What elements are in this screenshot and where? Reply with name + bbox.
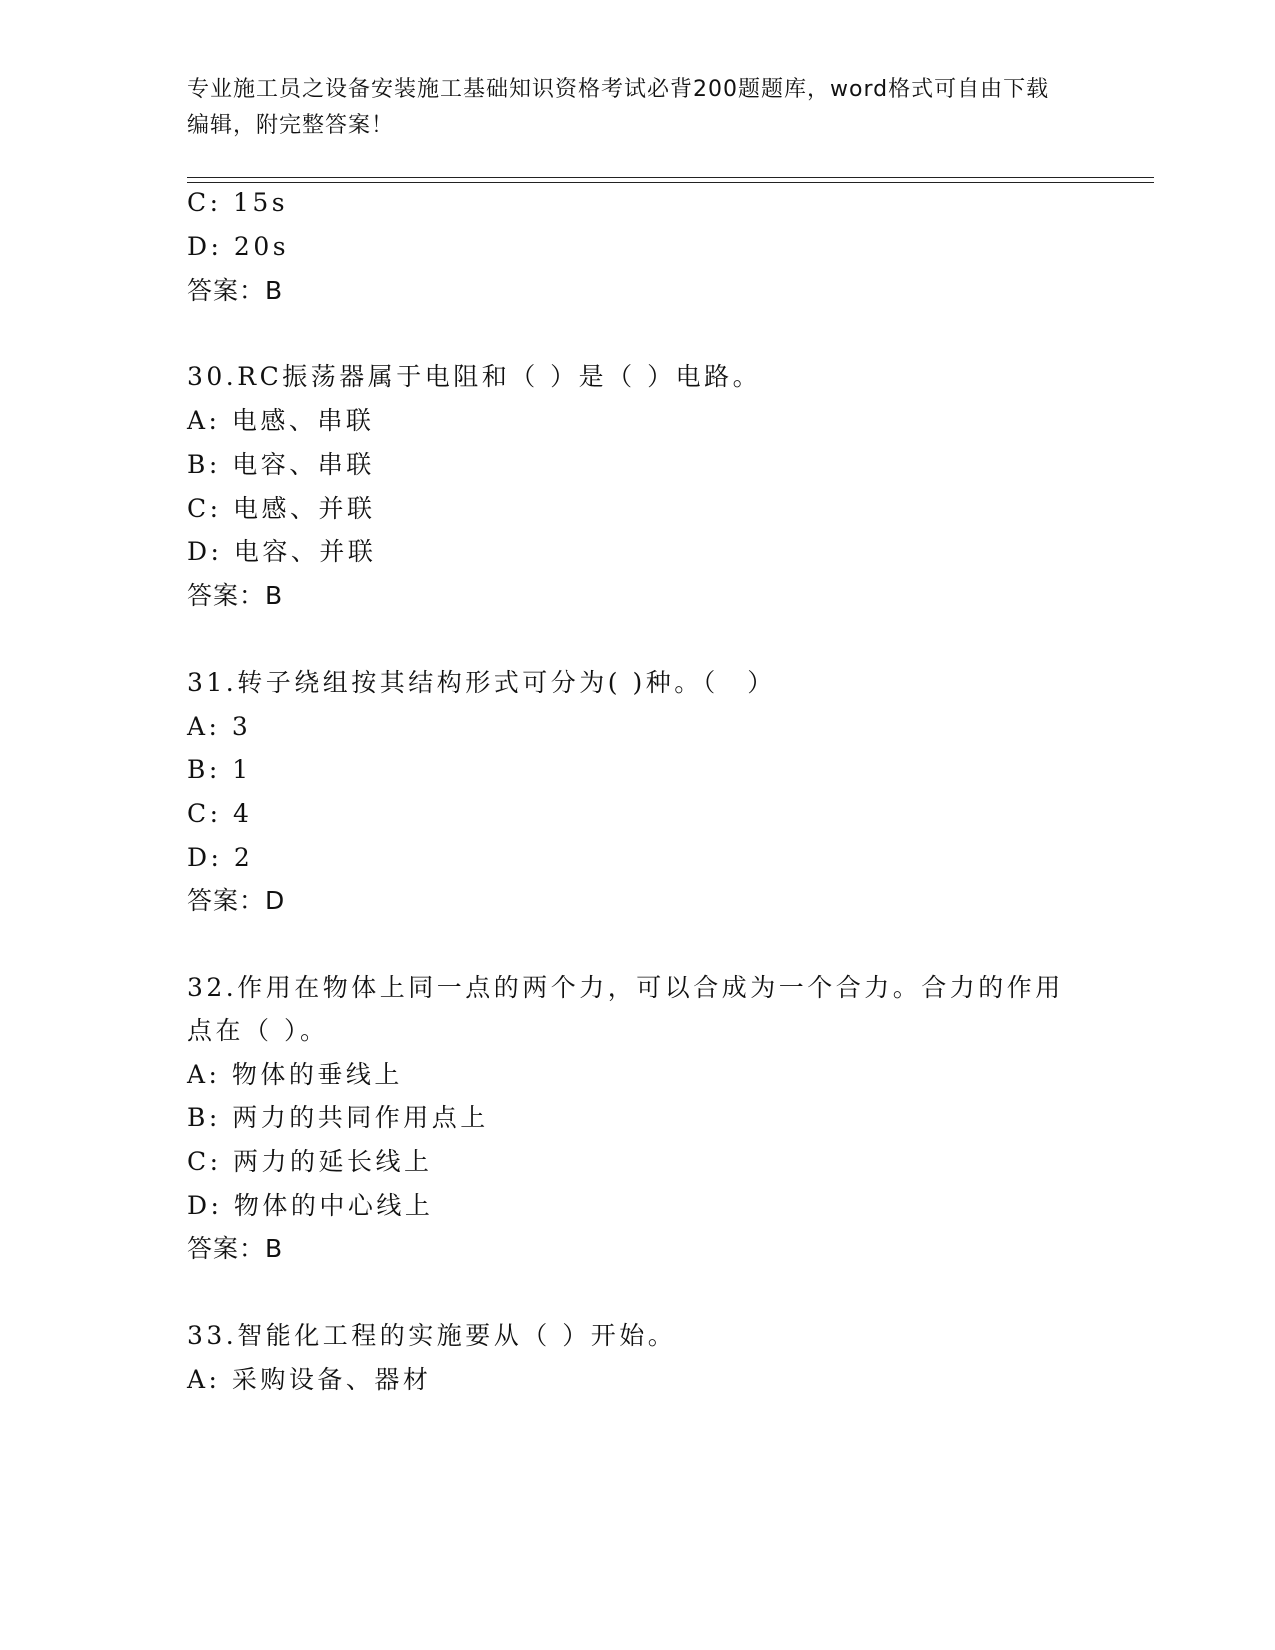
question-stem: 33.智能化工程的实施要从（ ）开始。 [187, 1321, 677, 1350]
document-header: 专业施工员之设备安装施工基础知识资格考试必背200题题库，word格式可自由下载编辑，附完整答案！ [187, 77, 1050, 138]
header-rule-top [187, 177, 1154, 178]
question-stem-continued: 点在（ ）。 [187, 1016, 329, 1045]
header-rule-bottom [187, 182, 1154, 183]
option-a: A: 3 [187, 712, 252, 741]
option-c: C: 4 [187, 799, 253, 828]
question-stem: 30.RC振荡器属于电阻和（ ）是（ ）电路。 [187, 362, 762, 391]
option-c: C: 15s [187, 188, 289, 217]
question-stem: 31.转子绕组按其结构形式可分为( )种。（ ） [187, 668, 776, 697]
option-c: C: 两力的延长线上 [187, 1147, 433, 1176]
option-b: B: 1 [187, 755, 252, 784]
option-a: A: 电感、串联 [187, 406, 375, 435]
option-d: D: 2 [187, 843, 254, 872]
option-a: A: 物体的垂线上 [187, 1060, 403, 1089]
option-a: A: 采购设备、器材 [187, 1365, 432, 1394]
option-d: D: 电容、并联 [187, 537, 377, 566]
answer: 答案：B [187, 581, 284, 610]
option-c: C: 电感、并联 [187, 494, 376, 523]
question-stem: 32.作用在物体上同一点的两个力，可以合成为一个合力。合力的作用 [187, 973, 1064, 1002]
option-d: D: 20s [187, 232, 290, 261]
option-d: D: 物体的中心线上 [187, 1191, 434, 1220]
answer: 答案：B [187, 276, 284, 305]
option-b: B: 两力的共同作用点上 [187, 1103, 489, 1132]
option-b: B: 电容、串联 [187, 450, 375, 479]
answer: 答案：B [187, 1234, 284, 1263]
answer: 答案：D [187, 886, 286, 915]
